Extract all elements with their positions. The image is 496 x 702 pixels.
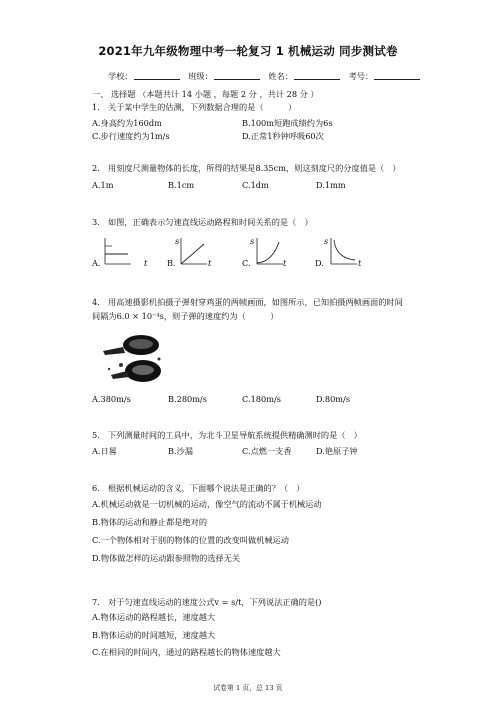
page-title: 2021年九年级物理中考一轮复习 1 机械运动 同步测试卷 bbox=[98, 44, 398, 58]
q2-option-c[interactable]: C.1dm bbox=[242, 180, 269, 190]
question-7-stem: 7. 对于匀速直线运动的速度公式v = s/t，下列说法正确的是() bbox=[92, 597, 322, 607]
student-info-row bbox=[108, 71, 426, 82]
q3-graph-a bbox=[102, 236, 132, 266]
name-blank[interactable] bbox=[294, 71, 340, 80]
q1-option-b[interactable]: B.100m短跑成绩约为6s bbox=[242, 118, 333, 128]
q3-graph-b bbox=[178, 236, 208, 266]
q2-option-d[interactable]: D.1mm bbox=[316, 180, 346, 190]
q3-graph-d bbox=[328, 236, 358, 266]
question-5-stem: 5. 下列测量时间的工具中，为北斗卫星导航系统提供精确测时的是（ ） bbox=[92, 430, 362, 440]
q3-graph-c bbox=[254, 236, 287, 268]
q3-b-axis-t: t bbox=[208, 258, 212, 268]
q5-option-a[interactable]: A.日晷 bbox=[92, 446, 117, 456]
name-label: 姓名： bbox=[268, 71, 293, 81]
bullet-egg-photo bbox=[101, 329, 165, 387]
q4-option-d[interactable]: D.80m/s bbox=[316, 394, 351, 404]
q6-option-a[interactable]: A.机械运动就是一切机械的运动，像空气的流动不属于机械运动 bbox=[92, 499, 322, 509]
q6-option-b[interactable]: B.物体的运动和静止都是绝对的 bbox=[92, 517, 208, 527]
q1-option-c[interactable]: C.步行速度约为1m/s bbox=[92, 131, 170, 141]
q4-option-b[interactable]: B.280m/s bbox=[168, 394, 207, 404]
q4-option-a[interactable]: A.380m/s bbox=[92, 394, 131, 404]
question-3-stem: 3. 如图，正确表示匀速直线运动路程和时间关系的是（ ） bbox=[92, 217, 313, 227]
q3-option-b[interactable]: B. bbox=[167, 258, 176, 268]
q5-option-d[interactable]: D.铯原子钟 bbox=[316, 446, 358, 456]
question-4-stem-line2: 间隔为6.0 × 10⁻⁴s，则子弹的速度约为（ ） bbox=[92, 311, 279, 321]
q3-d-axis-t: t bbox=[358, 258, 362, 268]
page-footer: 试卷第 1 页，总 13 页 bbox=[213, 684, 283, 692]
q6-option-c[interactable]: C.一个物体相对于别的物体的位置的改变叫做机械运动 bbox=[92, 535, 289, 545]
school-blank[interactable] bbox=[134, 71, 180, 80]
q6-option-d[interactable]: D.物体做怎样的运动跟参照物的选择无关 bbox=[92, 553, 241, 563]
q7-option-a[interactable]: A.物体运动的路程越长，速度越大 bbox=[92, 612, 216, 622]
q5-option-b[interactable]: B.沙漏 bbox=[168, 446, 193, 456]
q3-option-d[interactable]: D. bbox=[315, 258, 324, 268]
q7-option-b[interactable]: B.物体运动的时间越短，速度越大 bbox=[92, 630, 216, 640]
q2-option-b[interactable]: B.1cm bbox=[168, 180, 195, 190]
class-blank[interactable] bbox=[214, 71, 260, 80]
question-4-stem-line1: 4. 用高速摄影机拍摄子弹射穿鸡蛋的两帧画面，如图所示，已知拍摄两帧画面的时间 bbox=[92, 297, 403, 307]
q3-a-axis-t: t bbox=[144, 258, 148, 268]
q1-option-d[interactable]: D.正常1秒钟呼吸60次 bbox=[242, 131, 324, 141]
school-label: 学校： bbox=[108, 71, 133, 81]
q3-b-axis-s: s bbox=[175, 236, 180, 246]
question-1-stem: 1. 关于某中学生的估测，下列数据合理的是（ ） bbox=[92, 102, 297, 112]
q7-option-c[interactable]: C.在相同的时间内，通过的路程越长的物体速度越大 bbox=[92, 647, 281, 657]
section-heading: 一、 选择题 （本题共计 14 小题 ，每题 2 分 ，共计 28 分 ） bbox=[92, 89, 319, 99]
q2-option-a[interactable]: A.1m bbox=[92, 180, 114, 190]
q3-c-axis-t: t bbox=[283, 258, 287, 268]
q3-option-a[interactable]: A. bbox=[92, 258, 101, 268]
q3-d-axis-s: s bbox=[324, 236, 329, 246]
exam-no-label: 考号： bbox=[348, 71, 374, 81]
q1-option-a[interactable]: A.身高约为160dm bbox=[92, 118, 162, 128]
q5-option-c[interactable]: C.点燃一支香 bbox=[242, 446, 292, 456]
question-2-stem: 2. 用刻度尺测量物体的长度，所得的结果是8.35cm，则这刻度尺的分度值是（ ） bbox=[92, 163, 401, 173]
class-label: 班级： bbox=[188, 71, 213, 81]
question-6-stem: 6. 根据机械运动的含义，下面哪个说法是正确的？（ ） bbox=[92, 483, 305, 493]
q3-c-axis-s: s bbox=[250, 236, 255, 246]
q3-option-c[interactable]: C. bbox=[242, 258, 251, 268]
exam-no-blank[interactable] bbox=[374, 71, 420, 80]
q4-option-c[interactable]: C.180m/s bbox=[242, 394, 281, 404]
